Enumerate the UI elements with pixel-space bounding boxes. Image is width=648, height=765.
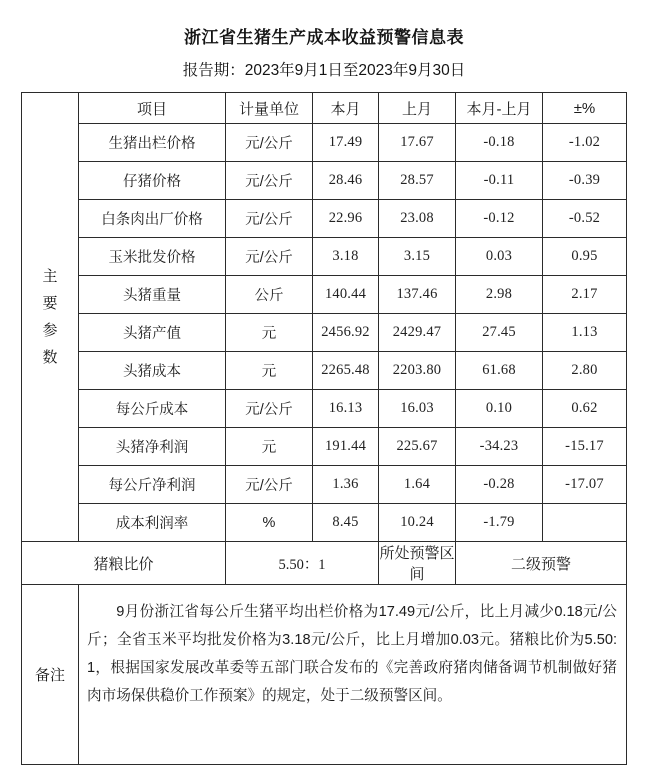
group-label-vertical [22, 263, 78, 371]
cell-unit: 元/公斤 [226, 162, 313, 200]
cell-difference: -0.11 [456, 162, 543, 200]
cell-percent: 0.95 [543, 238, 627, 276]
cell-difference: 0.03 [456, 238, 543, 276]
cell-current: 191.44 [313, 428, 379, 466]
group-label-char: 参 [42, 322, 58, 339]
cell-item: 白条肉出厂价格 [79, 200, 226, 238]
cell-previous: 17.67 [379, 124, 456, 162]
cell-difference: 2.98 [456, 276, 543, 314]
cell-difference: 61.68 [456, 352, 543, 390]
cell-percent [543, 504, 627, 542]
cell-current: 2456.92 [313, 314, 379, 352]
cell-item: 头猪净利润 [79, 428, 226, 466]
data-table-container [21, 92, 627, 765]
cell-percent: 1.13 [543, 314, 627, 352]
cell-unit: 元/公斤 [226, 238, 313, 276]
cell-previous: 10.24 [379, 504, 456, 542]
cell-difference: -0.28 [456, 466, 543, 504]
remark-text: 9月份浙江省每公斤生猪平均出栏价格为17.49元/公斤，比上月减少0.18元/公斤；全省玉米平均批发价格为3.18元/公斤，比上月增加0.03元。猪粮比价为5.50:1，根据国家发展改革委等五部门联合发布的《完善政府猪肉储备调节机制做好猪肉市场保供稳价工作预案》的规定，处于二级预警区间。 [87, 604, 617, 704]
warning-zone-value: 二级预警 [456, 542, 627, 585]
cell-current: 16.13 [313, 390, 379, 428]
group-label-char: 要 [42, 295, 58, 312]
table-row [22, 390, 627, 428]
cell-item: 每公斤成本 [79, 390, 226, 428]
cell-current: 3.18 [313, 238, 379, 276]
cell-current: 17.49 [313, 124, 379, 162]
cell-percent: 0.62 [543, 390, 627, 428]
cell-unit: 元/公斤 [226, 466, 313, 504]
warning-zone-label: 所处预警区间 [379, 542, 456, 585]
cell-item: 每公斤净利润 [79, 466, 226, 504]
ratio-label: 猪粮比价 [22, 542, 226, 585]
cell-current: 140.44 [313, 276, 379, 314]
cell-item: 生猪出栏价格 [79, 124, 226, 162]
cell-percent: 2.17 [543, 276, 627, 314]
table-row [22, 352, 627, 390]
cell-unit: 元 [226, 428, 313, 466]
cell-difference: -34.23 [456, 428, 543, 466]
pig-grain-ratio-row [22, 542, 627, 585]
header-difference: 本月-上月 [456, 93, 543, 124]
cell-current: 22.96 [313, 200, 379, 238]
cell-previous: 23.08 [379, 200, 456, 238]
cell-difference: 0.10 [456, 390, 543, 428]
cell-item: 头猪重量 [79, 276, 226, 314]
cell-unit: 元 [226, 314, 313, 352]
table-header-row [22, 93, 627, 124]
cell-previous: 137.46 [379, 276, 456, 314]
cell-item: 头猪成本 [79, 352, 226, 390]
cell-previous: 1.64 [379, 466, 456, 504]
table-row [22, 162, 627, 200]
cell-previous: 2203.80 [379, 352, 456, 390]
header-unit: 计量单位 [226, 93, 313, 124]
ratio-value: 5.50：1 [226, 542, 379, 585]
cell-unit: 元/公斤 [226, 200, 313, 238]
table-row [22, 276, 627, 314]
group-label-char: 数 [42, 349, 58, 366]
table-row [22, 428, 627, 466]
group-label-cell [22, 93, 79, 542]
cell-unit: 元 [226, 352, 313, 390]
header-item: 项目 [79, 93, 226, 124]
header-current-month: 本月 [313, 93, 379, 124]
table-row [22, 314, 627, 352]
header-previous-month: 上月 [379, 93, 456, 124]
cell-percent: -0.39 [543, 162, 627, 200]
cell-percent: -1.02 [543, 124, 627, 162]
cell-current: 2265.48 [313, 352, 379, 390]
cell-item: 玉米批发价格 [79, 238, 226, 276]
page-title: 浙江省生猪生产成本收益预警信息表 [184, 28, 464, 47]
cell-difference: -0.12 [456, 200, 543, 238]
cell-percent: -0.52 [543, 200, 627, 238]
cell-previous: 28.57 [379, 162, 456, 200]
cell-item: 头猪产值 [79, 314, 226, 352]
cell-unit: 元/公斤 [226, 390, 313, 428]
cell-item: 成本利润率 [79, 504, 226, 542]
cell-item: 仔猪价格 [79, 162, 226, 200]
cell-percent: 2.80 [543, 352, 627, 390]
table-row [22, 466, 627, 504]
table-row [22, 238, 627, 276]
cell-previous: 2429.47 [379, 314, 456, 352]
group-label-char: 主 [42, 268, 58, 285]
cell-percent: -15.17 [543, 428, 627, 466]
cell-unit: 元/公斤 [226, 124, 313, 162]
table-row [22, 200, 627, 238]
cell-current: 28.46 [313, 162, 379, 200]
report-period: 报告期：2023年9月1日至2023年9月30日 [182, 62, 466, 79]
cell-unit: 公斤 [226, 276, 313, 314]
header-percent: ±% [543, 93, 627, 124]
table-row [22, 124, 627, 162]
cell-percent: -17.07 [543, 466, 627, 504]
table-row [22, 504, 627, 542]
cell-current: 8.45 [313, 504, 379, 542]
cell-previous: 225.67 [379, 428, 456, 466]
cell-previous: 16.03 [379, 390, 456, 428]
remark-label: 备注 [22, 585, 79, 765]
cell-difference: 27.45 [456, 314, 543, 352]
cell-current: 1.36 [313, 466, 379, 504]
cell-unit: % [226, 504, 313, 542]
remark-row [22, 585, 627, 765]
pig-cost-benefit-table [21, 92, 627, 765]
cell-difference: -1.79 [456, 504, 543, 542]
remark-body-cell [79, 585, 627, 765]
cell-previous: 3.15 [379, 238, 456, 276]
cell-difference: -0.18 [456, 124, 543, 162]
